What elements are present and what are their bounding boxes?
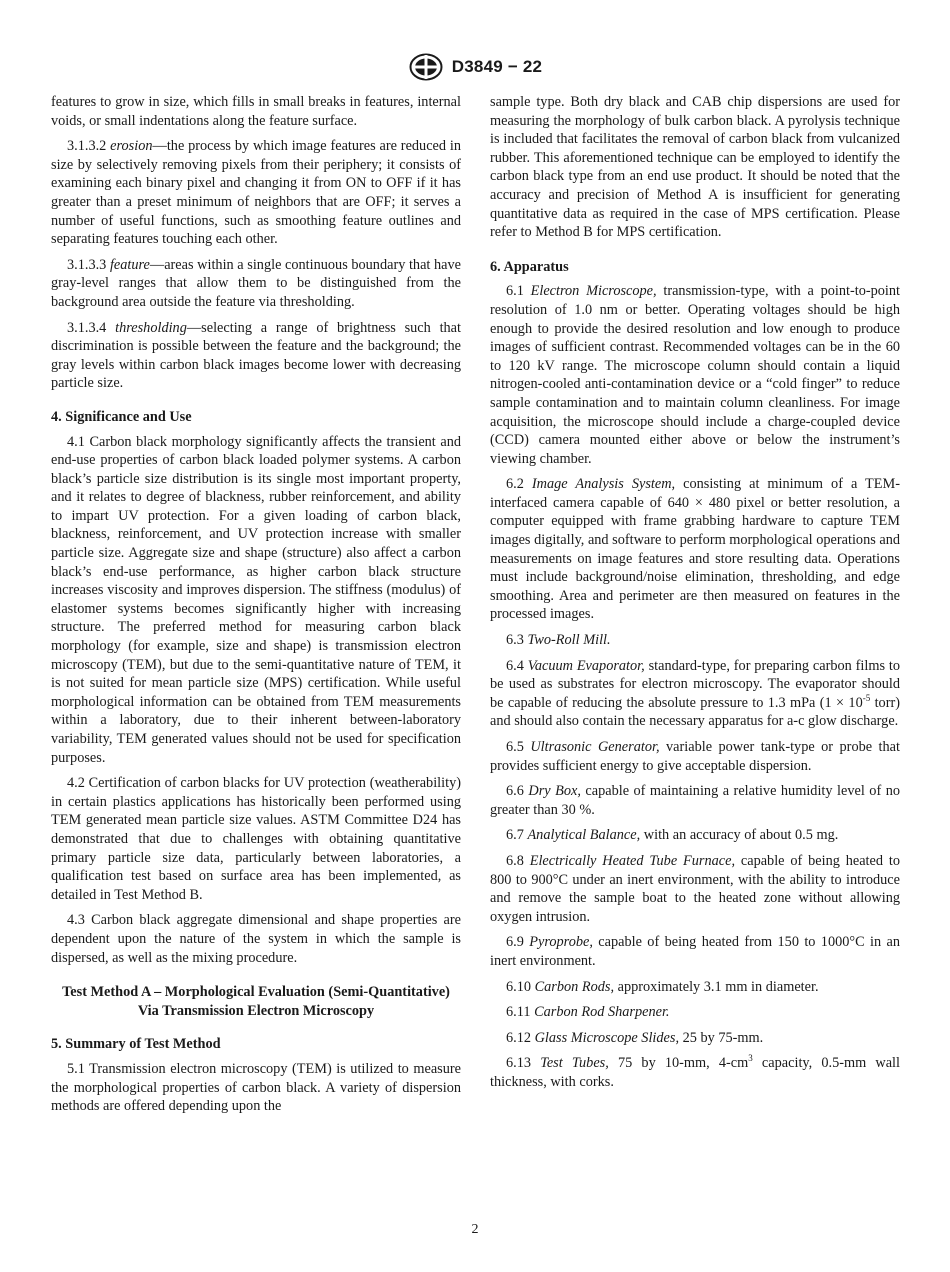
paragraph-5-1: 5.1 Transmission electron microscopy (TEM) is utilized to measure the morphological properties of carbon black. A variety of dispersion methods are offered depending upon the: [51, 1060, 461, 1115]
section-number: 6.10: [506, 978, 532, 995]
item-term: Vacuum Evaporator,: [527, 657, 645, 674]
page-number: 2: [471, 1222, 479, 1237]
section-number: 6.11: [506, 1004, 531, 1021]
item-term: Test Tubes,: [540, 1055, 609, 1072]
definition-text: —the process by which image features are reduced in size by selectively removing pixels from their periphery; it consists of examining each binary pixel and changing it from ON to OFF if it has greater than a preset minimum of neighbors that are OFF; it serves a number of useful functions, such as smoothing feature outlines and separating features touching each other.: [51, 138, 461, 248]
item-text: 75 by 10-mm, 4-cm: [608, 1055, 749, 1072]
section-number: 6.6: [506, 783, 524, 800]
definition-thresholding: [51, 319, 461, 393]
item-term: Electrically Heated Tube Furnace,: [529, 852, 736, 869]
item-text: capacity, 0.5-mm wall thickness, with corks.: [490, 1055, 901, 1090]
paragraph-6-2: [490, 475, 900, 624]
definition-feature: [51, 256, 461, 312]
defined-term: feature: [109, 256, 150, 273]
paragraph-6-6: [490, 782, 900, 819]
section-number: 3.1.3.2: [67, 138, 107, 155]
defined-term: thresholding: [115, 319, 187, 336]
item-text: approximately 3.1 mm in diameter.: [614, 978, 819, 995]
item-text: standard-type, for preparing carbon films to be used as substrates for electron microscopy. The evaporator should be capable of reducing the absolute pressure to 1.3 mPa (1 × 10: [490, 657, 901, 711]
section-number: 6.12: [506, 1029, 532, 1046]
section-number: 3.1.3.4: [67, 319, 107, 336]
section-number: 6.9: [506, 934, 524, 951]
item-text: variable power tank-type or probe that provides sufficient energy to give acceptable dispersion.: [490, 739, 900, 774]
item-text: with an accuracy of about 0.5 mg.: [640, 827, 839, 844]
item-text: capable of being heated to 800 to 900°C under an inert environment, with the ability to introduce and remove the sample boat to the heated zone without allowing oxygen intrusion.: [490, 852, 900, 925]
section-number: 6.2: [506, 476, 524, 493]
definition-text: —areas within a single continuous boundary that have gray-level ranges that allow them to be distinguished from the background area outside the feature via thresholding.: [51, 256, 461, 310]
item-term: Dry Box,: [528, 783, 581, 800]
section-number: 6.4: [506, 657, 524, 674]
left-column: [51, 93, 461, 1123]
paragraph-6-11: [490, 1003, 900, 1022]
document-id: D3849 − 22: [451, 57, 543, 76]
section-number: 6.3: [506, 632, 524, 649]
item-term: Glass Microscope Slides,: [534, 1029, 680, 1046]
paragraph-6-13: [490, 1054, 900, 1091]
test-method-a-heading: Test Method A – Morphological Evaluation (Semi-Quantitative) Via Transmission Electron Microscopy: [62, 984, 450, 1019]
item-term: Carbon Rod Sharpener.: [534, 1004, 670, 1021]
paragraph-6-9: [490, 933, 900, 970]
astm-logo-icon: [408, 52, 444, 82]
section-number: 6.8: [506, 852, 524, 869]
section-heading-5: 5. Summary of Test Method: [51, 1036, 221, 1053]
paragraph-continuation: sample type. Both dry black and CAB chip dispersions are used for measuring the morphology of bulk carbon black. A pyrolysis technique is included that facilitates the removal of carbon black from vulcanized rubber. This aforementioned technique can be employed to identify the carbon black type from an end use product. It should be noted that the accuracy and precision of Method A is insufficient for generating quantitative data as required in the case of MPS certification. Please refer to Method B for MPS certification.: [490, 94, 900, 241]
section-number: 6.13: [506, 1055, 532, 1072]
item-text: torr) and should also contain the necessary apparatus for a-c glow discharge.: [490, 694, 900, 730]
section-number: 6.5: [506, 739, 524, 755]
defined-term: erosion: [110, 138, 153, 155]
paragraph-4-2: 4.2 Certification of carbon blacks for UV protection (weatherability) in certain plastics applications has historically been performed using TEM generated mean particle size values. ASTM Committee D24 has demonstrated that due to challenges with obtaining quantitative primary particle size data, particularly between laboratories, a qualification test based on surface area has been implemented, as detailed in Test Method B.: [51, 775, 461, 903]
right-column: [490, 93, 900, 1099]
paragraph-6-3: [490, 631, 900, 650]
paragraph-6-8: [490, 852, 900, 926]
item-term: Carbon Rods,: [534, 978, 615, 995]
section-heading-6: 6. Apparatus: [490, 258, 569, 275]
superscript: -5: [862, 692, 871, 703]
item-text: capable of maintaining a relative humidity level of no greater than 30 %.: [490, 783, 900, 818]
item-term: Ultrasonic Generator,: [530, 739, 660, 755]
item-text: capable of being heated from 150 to 1000°C in an inert environment.: [490, 934, 900, 969]
definition-text: —selecting a range of brightness such that discrimination is possible between the feature and the background; the gray levels within carbon black images become lower with decreasing particle size.: [51, 319, 462, 392]
paragraph-6-10: [490, 978, 900, 997]
definition-erosion: [51, 137, 461, 249]
section-number: 6.1: [506, 283, 524, 300]
paragraph-6-5: [490, 738, 900, 775]
item-text: consisting at minimum of a TEM-interfaced camera capable of 640 × 480 pixel or better resolution, a computer equipped with frame grabbing hardware to capture TEM images digitally, and software to perform morphological operations and measurements on image features and store resulting data. Operations must include background/noise elimination, thresholding, and edge smoothing. Area and perimeter are then measured on features in the processed images.: [490, 476, 900, 623]
item-term: Electron Microscope,: [530, 283, 657, 300]
item-term: Analytical Balance,: [527, 827, 641, 844]
paragraph-6-7: [490, 826, 900, 845]
page-header: [0, 52, 950, 82]
item-term: Pyroprobe,: [529, 934, 593, 951]
paragraph-4-1: 4.1 Carbon black morphology significantly affects the transient and end-use properties of carbon black loaded polymer systems. A carbon black’s particle size distribution is its single most important property, and it relates to degree of blackness, rubber reinforcement, and ability to impart UV protection. For a given loading of carbon black, blackness, reinforcement, and UV protection increase with smaller particle size. Aggregate size and shape (structure) also affect a carbon black’s end-use performance, as higher carbon black structure increases viscosity and improves dispersion. The stiffness (modulus) of elastomer systems becomes significantly higher with increasing structure. The preferred method for measuring carbon black morphology (for example, size and shape) is transmission electron microscopy (TEM), but due to the semi-quantitative nature of TEM, it is not suited for mean particle size (MPS) certification. While useful morphological information can be obtained from TEM measurements within a laboratory, due to their inherent between-laboratory variability, TEM generated values should not be used for specification purposes.: [51, 433, 461, 766]
paragraph-6-12: [490, 1029, 900, 1048]
paragraph-6-4: [490, 657, 900, 731]
section-number: 3.1.3.3: [67, 256, 107, 273]
superscript: 3: [748, 1053, 753, 1064]
paragraph-continuation: features to grow in size, which fills in small breaks in features, internal voids, or small indentations along the feature surface.: [51, 94, 461, 129]
section-heading-4: 4. Significance and Use: [51, 408, 192, 425]
paragraph-6-1: [490, 282, 900, 468]
paragraph-4-3: 4.3 Carbon black aggregate dimensional and shape properties are dependent upon the nature of the system in which the sample is dispersed, as well as the mixing procedure.: [51, 912, 461, 966]
item-text: transmission-type, with a point-to-point resolution of 1.0 nm or better. Operating voltages should be high enough to provide the desired resolution and low enough to produce images of sufficient contrast. Recommended voltages can be in the 60 to 120 kV range. The microscope column should contain a liquid nitrogen-cooled anti-contamination device or a “cold finger” to reduce sample contamination and to maintain column cleanliness. For image acquisition, the microscope should include a charge-coupled device (CCD) camera mounted either above or below the instrument’s viewing chamber.: [490, 283, 900, 467]
item-text: 25 by 75-mm.: [679, 1029, 764, 1046]
item-term: Image Analysis System,: [531, 476, 676, 493]
section-number: 6.7: [506, 827, 524, 844]
item-term: Two-Roll Mill.: [527, 632, 611, 649]
